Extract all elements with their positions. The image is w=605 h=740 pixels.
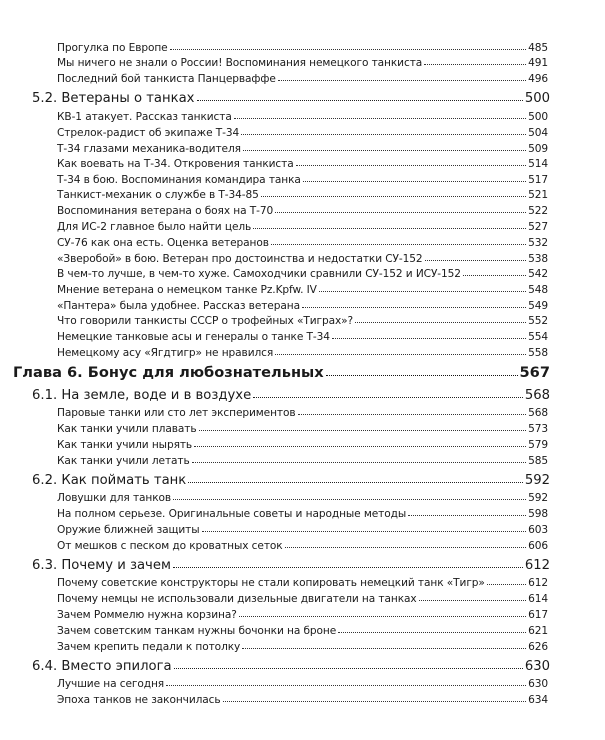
dot-leader [425, 260, 527, 261]
toc-entry-row [57, 504, 548, 520]
toc-entry-row [57, 201, 548, 217]
toc-page-number: 538 [528, 253, 548, 265]
toc-entry-row [57, 403, 548, 419]
toc-entry-title: На полном серьезе. Оригинальные советы и народные методы [57, 508, 407, 520]
toc-entry-row [57, 605, 548, 621]
dot-leader [419, 600, 527, 601]
toc-entry-title: Зачем крепить педали к потолку [57, 641, 241, 653]
toc-page-number: 558 [528, 347, 548, 359]
toc-page-number: 542 [528, 268, 548, 280]
toc-entry-row [57, 170, 548, 186]
dot-leader [188, 482, 523, 483]
toc-entry-row [57, 139, 548, 155]
toc-page-number: 603 [528, 524, 548, 536]
toc-entry-row [57, 589, 548, 605]
toc-section-row [32, 469, 550, 488]
dot-leader [194, 446, 526, 447]
toc-page-number: 612 [528, 577, 548, 589]
toc-entry-row [57, 296, 548, 312]
toc-entry-title: В чем-то лучше, в чем-то хуже. Самоходчики сравнили СУ-152 и ИСУ-152 [57, 268, 461, 280]
toc-section-title: 6.1. На земле, воде и в воздухе [32, 388, 252, 403]
dot-leader [296, 165, 526, 166]
dot-leader [242, 648, 526, 649]
dot-leader [202, 531, 527, 532]
toc-entry-row [57, 53, 548, 69]
dot-leader [197, 100, 523, 101]
toc-entry-row [57, 690, 548, 706]
toc-page-number: 617 [528, 609, 548, 621]
toc-page-number: 585 [528, 455, 548, 467]
toc-page-number: 579 [528, 439, 548, 451]
toc-entry-row [57, 123, 548, 139]
toc-entry-row [57, 451, 548, 467]
dot-leader [463, 275, 526, 276]
toc-entry-title: Оружие ближней защиты [57, 524, 200, 536]
toc-entry-title: Т-34 глазами механика-водителя [57, 143, 241, 155]
toc-section-title: 6.3. Почему и зачем [32, 558, 171, 573]
toc-entry-title: Как танки учили нырять [57, 439, 193, 451]
toc-page-number: 509 [528, 143, 548, 155]
dot-leader [199, 430, 527, 431]
dot-leader [355, 322, 526, 323]
toc-entry-title: Что говорили танкисты СССР о трофейных «Тиграх»? [57, 315, 354, 327]
toc-entry-title: Немецкие танковые асы и генералы о танке Т-34 [57, 331, 330, 343]
toc-entry-row [57, 280, 548, 296]
toc-entry-title: Мы ничего не знали о России! Воспоминания немецкого танкиста [57, 57, 423, 69]
toc-entry-row [57, 249, 548, 265]
toc-page-number: 527 [528, 221, 548, 233]
toc-entry-row [57, 419, 548, 435]
dot-leader [302, 307, 526, 308]
toc-page-number: 532 [528, 237, 548, 249]
toc-entry-title: Как танки учили летать [57, 455, 190, 467]
dot-leader [332, 338, 526, 339]
dot-leader [285, 547, 527, 548]
dot-leader [338, 632, 526, 633]
toc-entry-row [57, 185, 548, 201]
toc-entry-title: Стрелок-радист об экипаже Т-34 [57, 127, 240, 139]
toc-page-number: 521 [528, 189, 548, 201]
toc-entry-row [57, 520, 548, 536]
toc-entry-row [57, 38, 548, 54]
toc-entry-row [57, 217, 548, 233]
dot-leader [261, 196, 526, 197]
toc-page-number: 614 [528, 593, 548, 605]
dot-leader [271, 244, 526, 245]
toc-section-title: 6.2. Как поймать танк [32, 473, 187, 488]
toc-entry-row [57, 536, 548, 552]
dot-leader [166, 685, 526, 686]
toc-entry-title: Танкист-механик о службе в Т-34-85 [57, 189, 259, 201]
toc-section-title: 5.2. Ветераны о танках [32, 91, 195, 106]
dot-leader [239, 616, 526, 617]
toc-chapter-title: Глава 6. Бонус для любознательных [13, 364, 324, 381]
toc-page-number: 630 [528, 678, 548, 690]
toc-entry-row [57, 637, 548, 653]
toc-page-number: 568 [528, 407, 548, 419]
dot-leader [174, 668, 523, 669]
toc-page-number: 568 [524, 388, 550, 403]
toc-page-number: 612 [524, 558, 550, 573]
toc-section-row [32, 384, 550, 403]
toc-entry-row [57, 311, 548, 327]
toc-page-number: 548 [528, 284, 548, 296]
toc-entry-title: Как танки учили плавать [57, 423, 197, 435]
toc-page-number: 554 [528, 331, 548, 343]
toc-entry-row [57, 264, 548, 280]
toc-page-number: 630 [524, 659, 550, 674]
toc-page-number: 634 [528, 694, 548, 706]
toc-section-row [32, 87, 550, 106]
dot-leader [253, 397, 523, 398]
toc-page-number: 592 [524, 473, 550, 488]
toc-entry-title: Воспоминания ветерана о боях на Т-70 [57, 205, 274, 217]
toc-entry-title: Немецкому асу «Ягдтигр» не нравился [57, 347, 274, 359]
toc-entry-title: Как воевать на Т-34. Откровения танкиста [57, 158, 294, 170]
dot-leader [241, 134, 526, 135]
toc-entry-title: От мешков с песком до кроватных сеток [57, 540, 283, 552]
toc-entry-row [57, 233, 548, 249]
toc-entry-row [57, 107, 548, 123]
toc-page-number: 606 [528, 540, 548, 552]
dot-leader [223, 701, 527, 702]
toc-entry-title: КВ-1 атакует. Рассказ танкиста [57, 111, 232, 123]
toc-entry-title: Т-34 в бою. Воспоминания командира танка [57, 174, 301, 186]
toc-entry-title: Зачем советским танкам нужны бочонки на броне [57, 625, 337, 637]
toc-entry-title: Эпоха танков не закончилась [57, 694, 221, 706]
toc-entry-row [57, 674, 548, 690]
toc-page-number: 517 [528, 174, 548, 186]
toc-entry-title: Последний бой танкиста Панцерваффе [57, 73, 276, 85]
toc-page-number: 592 [528, 492, 548, 504]
toc-page-number: 567 [519, 364, 550, 381]
toc-entry-title: Почему немцы не использовали дизельные двигатели на танках [57, 593, 417, 605]
toc-entry-title: «Зверобой» в бою. Ветеран про достоинства и недостатки СУ-152 [57, 253, 423, 265]
toc-entry-row [57, 343, 548, 359]
toc-entry-row [57, 154, 548, 170]
dot-leader [192, 462, 526, 463]
toc-section-row [32, 655, 550, 674]
toc-entry-row [57, 69, 548, 85]
toc-page-number: 573 [528, 423, 548, 435]
dot-leader [424, 64, 526, 65]
toc-page-number: 549 [528, 300, 548, 312]
dot-leader [303, 181, 526, 182]
toc-page-number: 485 [528, 42, 548, 54]
toc-entry-title: Зачем Роммелю нужна корзина? [57, 609, 237, 621]
toc-entry-title: «Пантера» была удобнее. Рассказ ветерана [57, 300, 300, 312]
dot-leader [319, 291, 526, 292]
dot-leader [487, 584, 526, 585]
dot-leader [173, 499, 526, 500]
toc-entry-title: Прогулка по Европе [57, 42, 168, 54]
toc-entry-title: Ловушки для танков [57, 492, 172, 504]
toc-entry-title: Для ИС-2 главное было найти цель [57, 221, 252, 233]
toc-entry-title: Паровые танки или сто лет экспериментов [57, 407, 296, 419]
toc-page-number: 621 [528, 625, 548, 637]
toc-entry-title: Почему советские конструкторы не стали копировать немецкий танк «Тигр» [57, 577, 485, 589]
toc-page-number: 500 [524, 91, 550, 106]
dot-leader [170, 49, 526, 50]
toc-entry-row [57, 573, 548, 589]
dot-leader [298, 414, 527, 415]
toc-entry-title: Мнение ветерана о немецком танке Pz.Kpfw. IV [57, 284, 317, 296]
dot-leader [253, 228, 526, 229]
dot-leader [173, 567, 523, 568]
toc-section-row [32, 554, 550, 573]
dot-leader [243, 150, 526, 151]
toc-entry-row [57, 435, 548, 451]
toc-entry-row [57, 488, 548, 504]
toc-entry-row [57, 621, 548, 637]
toc-page-number: 514 [528, 158, 548, 170]
dot-leader [275, 212, 526, 213]
toc-page-number: 504 [528, 127, 548, 139]
dot-leader [275, 354, 526, 355]
dot-leader [234, 118, 526, 119]
dot-leader [408, 515, 526, 516]
toc-page-number: 598 [528, 508, 548, 520]
toc-section-title: 6.4. Вместо эпилога [32, 659, 172, 674]
dot-leader [278, 80, 526, 81]
dot-leader [326, 375, 518, 376]
toc-page-number: 491 [528, 57, 548, 69]
toc-page-number: 522 [528, 205, 548, 217]
toc-page-number: 500 [528, 111, 548, 123]
toc-page-number: 496 [528, 73, 548, 85]
toc-entry-title: Лучшие на сегодня [57, 678, 165, 690]
toc-page-number: 626 [528, 641, 548, 653]
toc-entry-row [57, 327, 548, 343]
toc-entry-title: СУ-76 как она есть. Оценка ветеранов [57, 237, 269, 249]
toc-page-number: 552 [528, 315, 548, 327]
toc-chapter-row [13, 360, 550, 381]
